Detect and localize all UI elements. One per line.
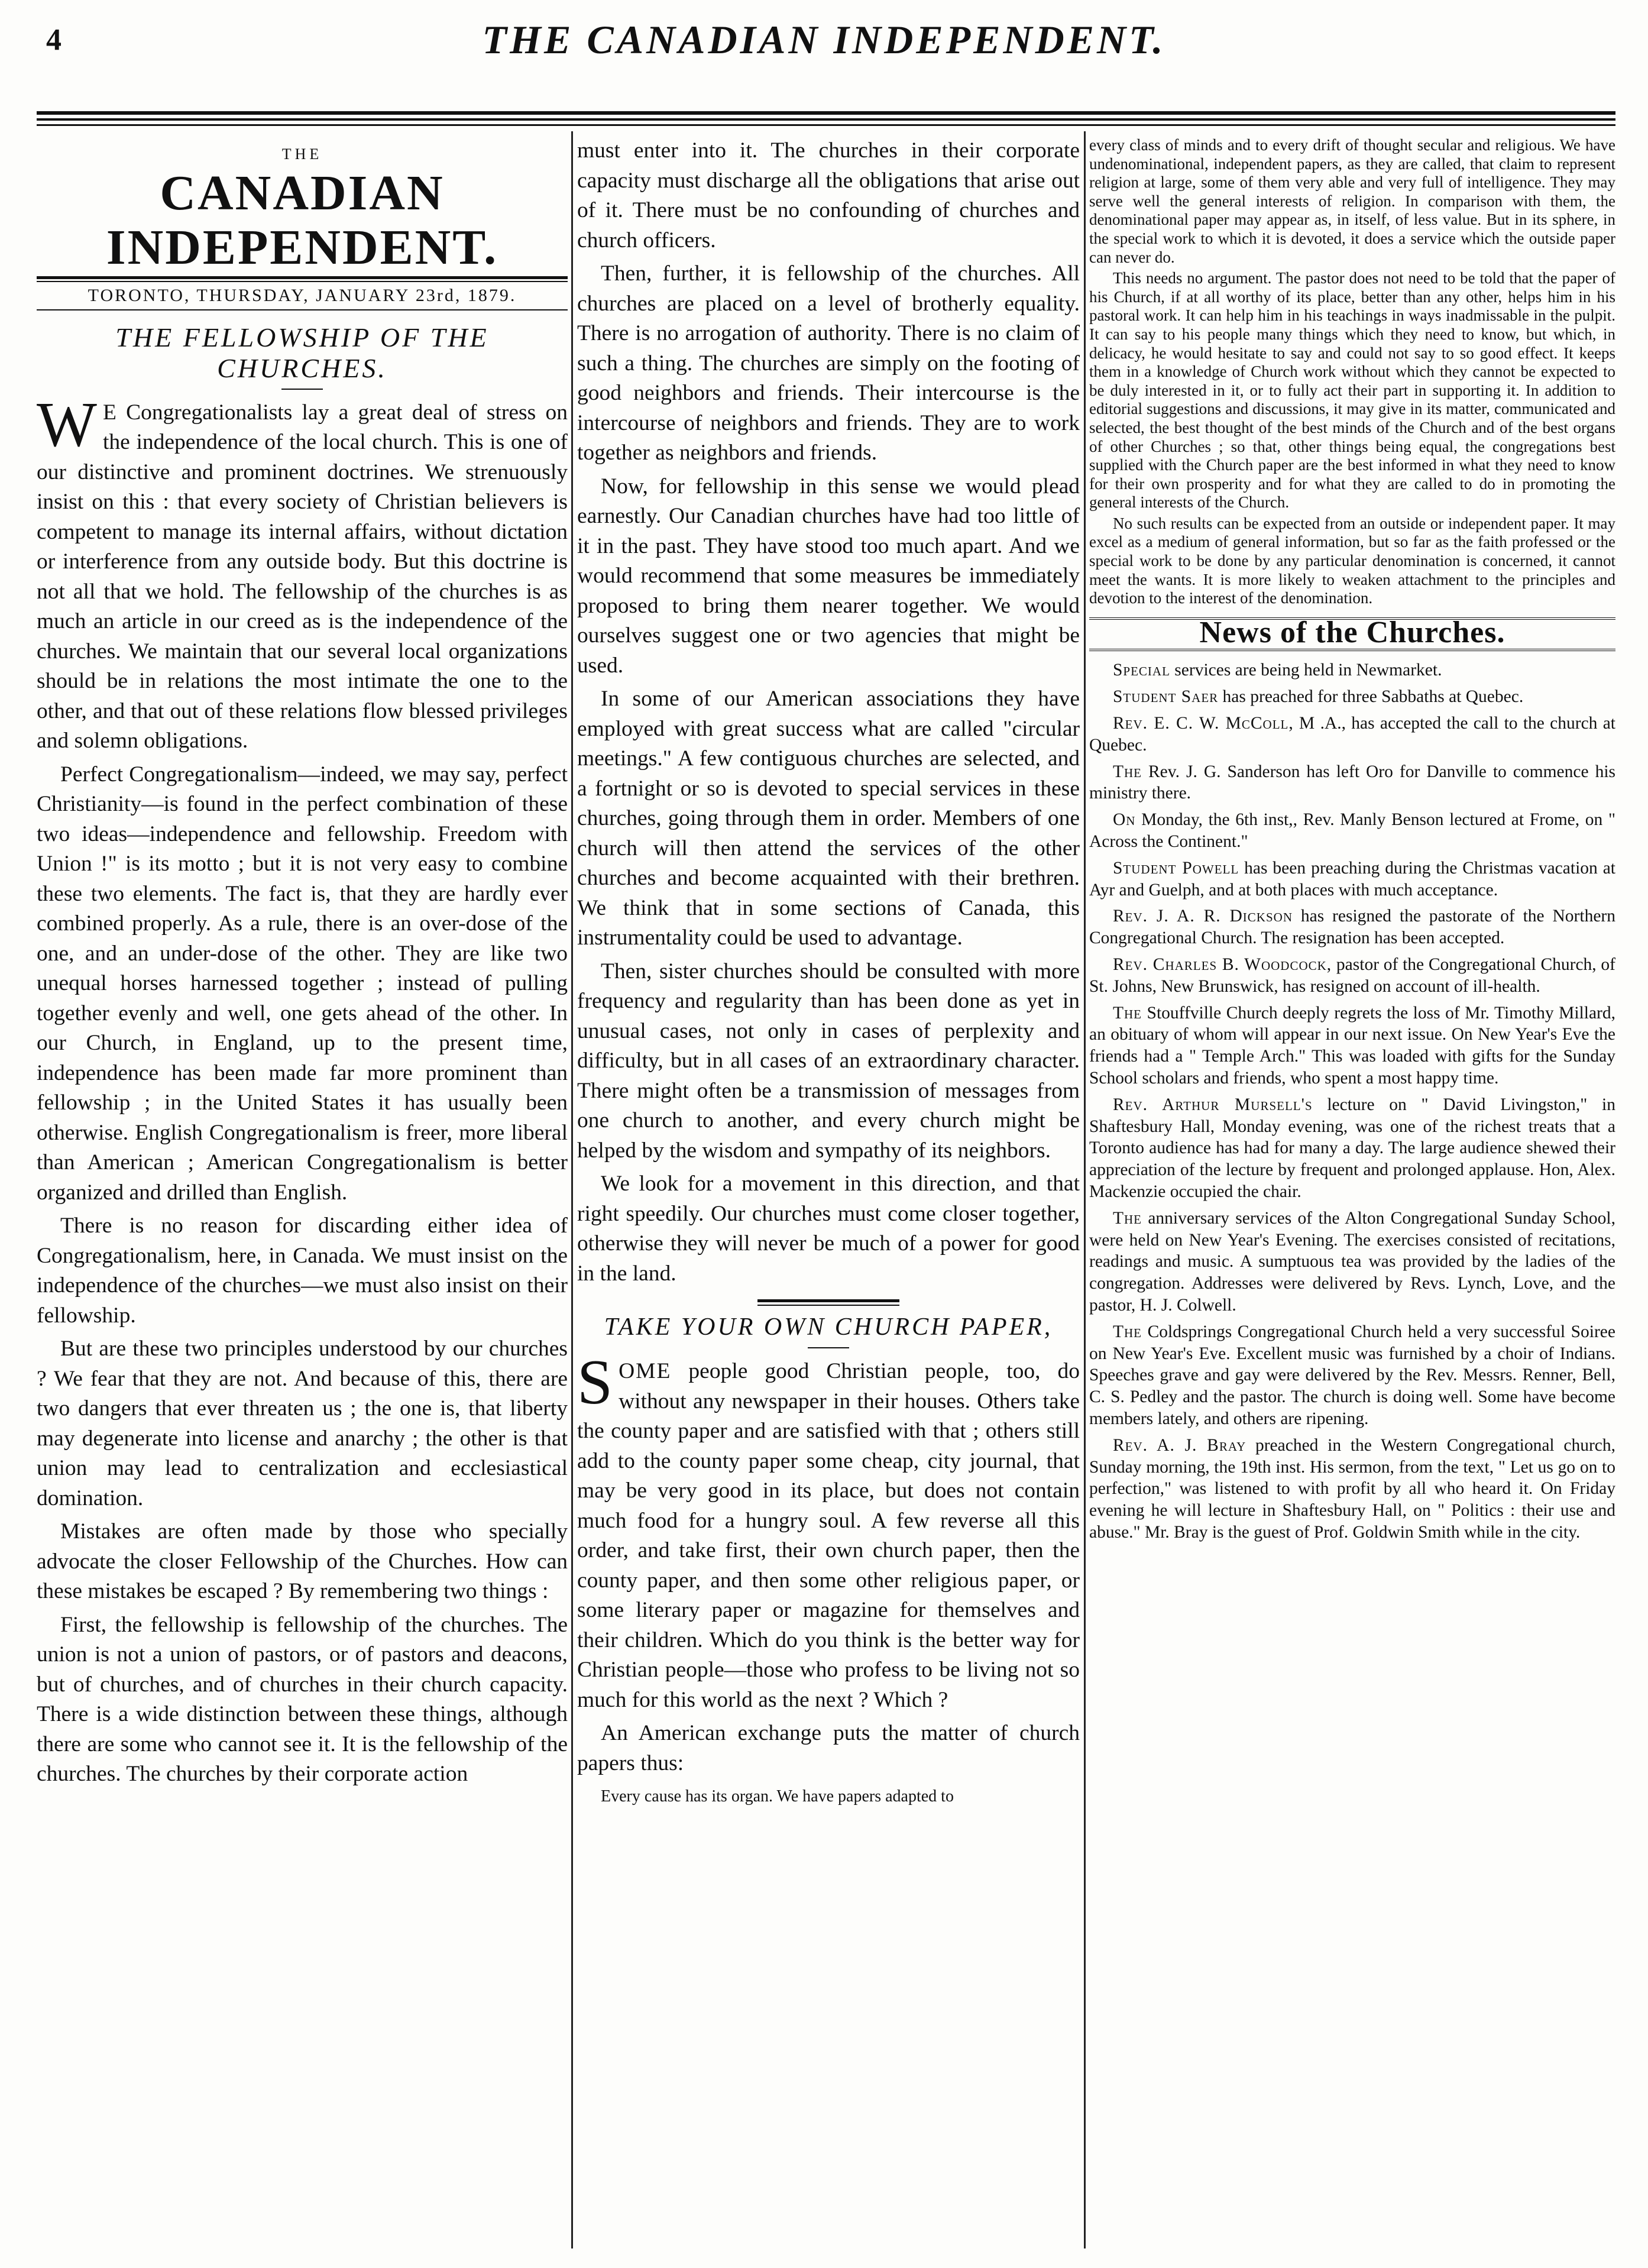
article-paragraph: In some of our American associations they have employed with great success what are called "circular meetings." A few contiguous churches are selected, and a fortnight or so is devoted to special services in these churches, going through them in order. Members of one church will then attend the services of the other churches and become acquainted with their brethren. We think that in some sections of Canada, this instrumentality could be used to advantage. — [577, 687, 1080, 950]
news-item — [1089, 761, 1615, 805]
news-item — [1089, 659, 1615, 681]
article-paragraph: There is no reason for discarding either idea of Congregationalism, here, in Canada. We must insist on the independence of the churches—we must also insist on their fellowship. — [37, 1214, 568, 1328]
news-item-lead: The — [1113, 1208, 1142, 1228]
news-item-lead: Rev. E. C. W. McColl, — [1113, 714, 1294, 733]
news-item-text: has preached for three Sabbaths at Quebec. — [1218, 687, 1524, 707]
news-item — [1089, 858, 1615, 901]
page-number: 4 — [46, 23, 61, 57]
news-item-text: lecture on " David Livingston," in Shaftesbury Hall, Monday evening, was one of the richest treats that a Toronto audience has had for many a day. The large audience shewed their appreciation of the lecture by frequent and prolonged applause. Hon, Alex. Mackenzie occupied the chair. — [1089, 1095, 1615, 1201]
article-title-2: TAKE YOUR OWN CHURCH PAPER, — [604, 1313, 1053, 1341]
news-item-text: has resigned the pastorate of the Northern Congregational Church. The resignation has been accepted. — [1089, 907, 1615, 948]
news-item — [1089, 1321, 1615, 1430]
news-item-text: anniversary services of the Alton Congregational Sunday School, were held on New Year's Evening. The exercises consisted of recitations, readings and music. A sumptuous tea was provided by the ladies of the congregation. Addresses were delivered by Revs. Lynch, Love, and the pastor, H. J. Colwell. — [1089, 1208, 1615, 1315]
news-item — [1089, 686, 1615, 708]
news-item-lead: Special — [1113, 661, 1170, 680]
article-paragraph: Then, further, it is fellowship of the churches. All churches are placed on a level of brotherly equality. There is no arrogation of authority. There is no claim of such a thing. The churches are simply on the footing of good neighbors and friends. Their intercourse is the intercourse of neighbors and friends. They are to work together as neighbors and friends. — [577, 261, 1080, 465]
article-paragraph: must enter into it. The churches in their corporate capacity must discharge all the obligations that arise out of it. There must be no confounding of churches and church officers. — [577, 138, 1080, 253]
title-rule-2 — [808, 1347, 849, 1348]
news-item-lead: On — [1113, 810, 1136, 830]
quoted-extract-start: Every cause has its organ. We have papers adapted to — [601, 1787, 954, 1806]
news-item — [1089, 905, 1615, 949]
article-paragraph: Mistakes are often made by those who specially advocate the closer Fellowship of the Churches. How can these mistakes be escaped ? By remembering two things : — [37, 1519, 568, 1603]
article-paragraph: Now, for fellowship in this sense we would plead earnestly. Our Canadian churches have had too little of it in the past. They have stood too much apart. And we would recommend that some measures be immediately proposed to bring them nearer together. We would ourselves suggest one or two agencies that might be used. — [577, 474, 1080, 678]
news-item — [1089, 809, 1615, 853]
masthead-rule-bottom — [37, 309, 568, 310]
running-title: THE CANADIAN INDEPENDENT. — [482, 17, 1166, 62]
news-item-lead: Student Saer — [1113, 687, 1219, 707]
news-section-header — [1089, 617, 1615, 652]
masthead-rule-thin — [37, 281, 568, 282]
news-item-text: Coldsprings Congregational Church held a very successful Soiree on New Year's Eve. Excellent music was furnished by a choir of Indians. Speeches grave and gay were delivered by the Rev. Messrs. Renner, Bell, C. S. Pedley and the pastor. The church is doing well. Some have become members lately, and others are ripening. — [1089, 1322, 1615, 1428]
news-item-text: preached in the Western Congregational church, Sunday morning, the 19th inst. His sermon, from the text, " Let us go on to perfection," was listened to with profit by all who heard it. On Friday evening he will lecture in Shaftesbury Hall, on " Politics : their use and abuse." Mr. Bray is the guest of Prof. Goldwin Smith while in the city. — [1089, 1435, 1615, 1542]
news-item — [1089, 954, 1615, 998]
masthead-title: CANADIAN INDEPENDENT. — [106, 165, 498, 275]
column-1 — [37, 136, 568, 1793]
header-rule-thick — [37, 111, 1615, 115]
article-paragraph: SOME people good Christian people, too, do without any newspaper in their houses. Others take the county paper and are satisfied with that ; others still add to the county paper some cheap, city journal, that may be very good in its place, but does not contain much food for a hungry soul. A few reverse all this order, and take first, their own church paper, then the county paper, and then some other religious paper, or some literary paper or magazine for themselves and their children. Which do you think is the better way for Christian people—those who profess to be living not so much for this world as the next ? Which ? — [577, 1347, 1080, 1712]
header-rule-thin — [37, 118, 1615, 121]
news-heading: News of the Churches. — [1199, 615, 1505, 649]
news-item — [1089, 1208, 1615, 1316]
article-paragraph: An American exchange puts the matter of church papers thus: — [577, 1721, 1080, 1775]
section-separator — [757, 1299, 899, 1306]
column-3 — [1089, 136, 1615, 1548]
column-rule-1 — [571, 131, 573, 2248]
news-item-lead: Rev. Arthur Mursell's — [1113, 1095, 1313, 1114]
news-item-lead: Student Powell — [1113, 858, 1239, 878]
news-item — [1089, 713, 1615, 756]
article-paragraph: We look for a movement in this direction, and that right speedily. Our churches must come closer together, otherwise they will never be much of a power for good in the land. — [577, 1172, 1080, 1286]
news-item-text: has been preaching during the Christmas vacation at Ayr and Guelph, and at both places with much acceptance. — [1089, 858, 1615, 900]
news-list — [1089, 659, 1615, 1543]
news-item-lead: Rev. Charles B. Woodcock, — [1113, 955, 1332, 974]
news-item-text: pastor of the Congregational Church, of St. Johns, New Brunswick, has resigned on account of ill-health. — [1089, 955, 1615, 996]
article-paragraph: W E Congregationalists lay a great deal of stress on the independence of the local church. This is one of our distinctive and prominent doctrines. We strenuously insist on this : that every society of Christian believers is competent to manage its internal affairs, without dictation or interference from any outside body. But this doctrine is not all that we hold. The fellowship of the churches is as much an article in our creed as is the independence of the churches. We maintain that our several local organizations should be in relations the most intimate the one to the other, and that out of these relations flow blessed privileges and solemn obligations. — [37, 389, 568, 753]
news-item-text: Rev. J. G. Sanderson has left Oro for Danville to commence his ministry there. — [1089, 762, 1615, 803]
header-rule-thin-2 — [37, 124, 1615, 126]
article-paragraph: Perfect Congregationalism—indeed, we may say, perfect Christianity—is found in the perfect combination of these two ideas—independence and fellowship. Freedom with Union !" is its motto ; but it is not very easy to combine these two elements. The fact is, that they are hardly ever combined properly. As a rule, there is an over-dose of the one, and an under-dose of the other. They are like two unequal horses harnessed together ; instead of pulling together evenly and well, one gets ahead of the other. In our Church, in England, up to the present time, independence has been made far more prominent than fellowship ; in the United States it has usually been otherwise. English Congregationalism is freer, more liberal than American ; American Congregationalism is better organized and drilled than English. — [37, 762, 568, 1205]
news-item-text: Stouffville Church deeply regrets the loss of Mr. Timothy Millard, an obituary of whom will appear in our next issue. On New Year's Eve the friends had a " Temple Arch." This was loaded with gifts for the Sunday School scholars and friends, who spent a most happy time. — [1089, 1003, 1615, 1088]
news-item-lead: The — [1113, 1322, 1142, 1341]
column-2 — [577, 136, 1080, 1816]
news-item-lead: Rev. A. J. Bray — [1113, 1435, 1246, 1455]
article-paragraph: But are these two principles understood by our churches ? We fear that they are not. And because of this, there are two dangers that ever threaten us ; the one is, that liberty may degenerate into license and anarchy ; the other is that union may lead to centralization and ecclesiastical domination. — [37, 1337, 568, 1510]
news-item-lead: Rev. J. A. R. Dickson — [1113, 907, 1293, 926]
masthead-rule — [37, 276, 568, 279]
article-paragraph: Then, sister churches should be consulted with more frequency and regularity than has been done as yet in unusual cases, not only in cases of perplexity and difficulty, but in all cases of an extraordinary character. There might often be a transmission of messages from one church to another, and every church might be helped by the wisdom and sympathy of its neighbors. — [577, 959, 1080, 1163]
column-rule-2 — [1084, 131, 1086, 2248]
article-paragraph: First, the fellowship is fellowship of the churches. The union is not a union of pastors, or of pastors and deacons, but of churches, and of churches in their church capacity. There is a wide distinction between these things, although there are some who cannot see it. It is the fellowship of the churches. The churches by their corporate action — [37, 1612, 568, 1786]
masthead-dateline: TORONTO, THURSDAY, JANUARY 23rd, 1879. — [88, 285, 517, 305]
news-item-lead: The — [1113, 762, 1142, 781]
drop-cap: W — [37, 389, 97, 460]
title-rule — [281, 389, 323, 390]
quoted-extract: No such results can be expected from an outside or independent paper. It may excel as a medium of general information, but so far as the faith professed or the special work to be done by any particular denomination is concerned, it cannot meet the wants. It is more likely to weaken attachment to the principles and devotion to the interest of the denomination. — [1089, 514, 1615, 607]
news-item — [1089, 1435, 1615, 1544]
news-item — [1089, 1002, 1615, 1089]
drop-cap-2: S — [577, 1347, 613, 1418]
news-item-lead: The — [1113, 1003, 1142, 1023]
news-item-text: Monday, the 6th inst,, Rev. Manly Benson lectured at Frome, on " Across the Continent." — [1089, 810, 1615, 852]
quoted-extract: every class of minds and to every drift of thought secular and religious. We have undenominational, independent papers, as they are called, that claim to represent religion at large, some of them very able and very full of intelligence. They may serve well the general interests of religion. In comparison with them, the denominational paper may appear as, in itself, of less value. But in its sphere, in the special work to which it is devoted, it does a service which the outside paper can never do. — [1089, 136, 1615, 266]
masthead-the: THE — [281, 145, 323, 163]
news-item — [1089, 1094, 1615, 1203]
news-item-text: M .A., has accepted the call to the church at Quebec. — [1089, 714, 1616, 755]
news-item-text: services are being held in Newmarket. — [1170, 661, 1442, 680]
quoted-extract: This needs no argument. The pastor does not need to be told that the paper of his Church, if at all worthy of its place, better than any other, helps him in his pastoral work. It can help him in his teachings in ways inadmissable in the pulpit. It can say to his people many things which they need to know, but which, in delicacy, he would hesitate to say and could not say to so good effect. It keeps them in a knowledge of Church work without which they cannot be expected to be duly interested in it, or to fully act their part in supporting it. In addition to editorial suggestions and discussions, it may give in its matter, communicated and selected, the best thought of the best minds of the Church and of the best organs of other Churches ; so that, other things being equal, the congregations best supplied with the Church paper are the best informed in what they need to know for their own prosperity and for what they are called to do in promoting the general interests of the Church. — [1089, 269, 1615, 512]
article-title: THE FELLOWSHIP OF THE CHURCHES. — [115, 322, 489, 383]
